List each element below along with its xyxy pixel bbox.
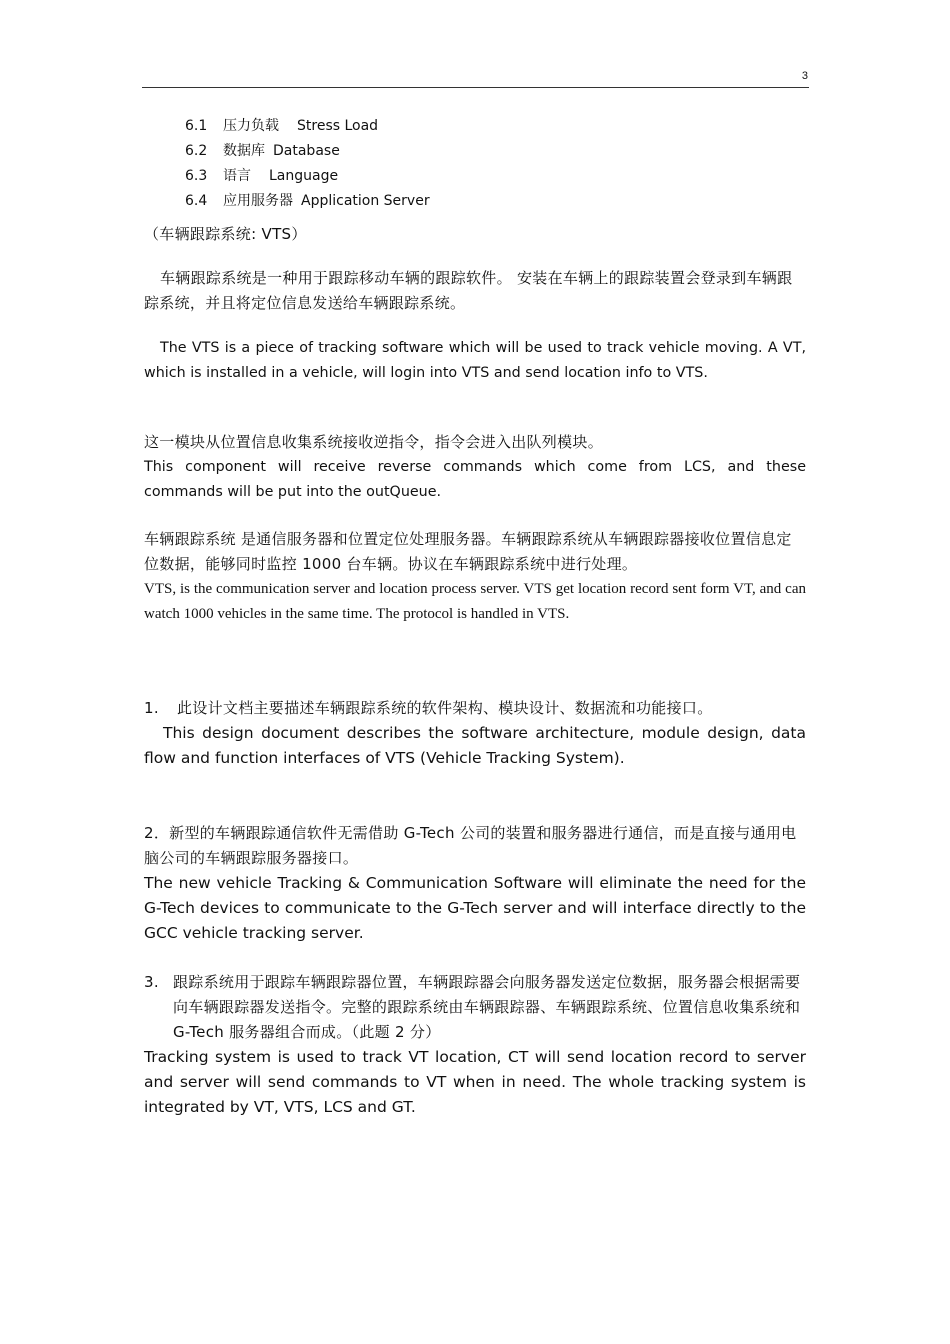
header-rule: [142, 87, 809, 88]
section-number: 6.2: [185, 143, 208, 159]
section-item: [185, 139, 806, 164]
section-number: 6.4: [185, 193, 208, 209]
section-title-zh: 应用服务器: [223, 193, 293, 209]
vts-description-en: The VTS is a piece of tracking software which will be used to track vehicle moving. A VT, which is installed in a vehicle, will login into VTS and send location info to VTS.: [144, 340, 806, 381]
item-3-text-zh: 跟踪系统用于跟踪车辆跟踪器位置，车辆跟踪器会向服务器发送定位数据，服务器会根据需要向车辆跟踪器发送指令。完整的跟踪系统由车辆跟踪器、车辆跟踪系统、位置信息收集系统和 G-Tech 服务器组合而成。（此题 2 分）: [173, 973, 801, 1041]
section-title-zh: 数据库: [223, 143, 265, 159]
item-1-text-zh: 此设计文档主要描述车辆跟踪系统的软件架构、模块设计、数据流和功能接口。: [177, 699, 713, 717]
item-3-number: 3.: [144, 973, 159, 991]
item-1-zh: [144, 696, 806, 721]
section-title-en: Language: [269, 168, 339, 184]
vts-description-zh: 车辆跟踪系统是一种用于跟踪移动车辆的跟踪软件。 安装在车辆上的跟踪装置会登录到车辆跟踪系统，并且将定位信息发送给车辆跟踪系统。: [144, 269, 793, 312]
item-2-zh: 2．新型的车辆跟踪通信软件无需借助 G-Tech 公司的装置和服务器进行通信，而是直接与通用电脑公司的车辆跟踪服务器接口。: [144, 824, 797, 867]
section-number: 6.3: [185, 168, 208, 184]
section-list: [185, 114, 806, 214]
document-body: [144, 114, 806, 1120]
section-title-en: Application Server: [301, 193, 430, 209]
vts-label: （车辆跟踪系统: VTS）: [144, 225, 307, 243]
component-description-zh: 这一模块从位置信息收集系统接收逆指令，指令会进入出队列模块。: [144, 433, 604, 451]
item-3-en: Tracking system is used to track VT location, CT will send location record to server and server will send commands to VT when in need. The whole tracking system is integrated by VT, VTS, LCS and GT.: [144, 1048, 806, 1116]
item-1-en: This design document describes the software architecture, module design, data flow and function interfaces of VTS (Vehicle Tracking System).: [144, 724, 806, 767]
server-description-zh: 车辆跟踪系统 是通信服务器和位置定位处理服务器。车辆跟踪系统从车辆跟踪器接收位置信息定位数据，能够同时监控 1000 台车辆。协议在车辆跟踪系统中进行处理。: [144, 530, 792, 573]
page-number: 3: [801, 70, 808, 82]
server-description-en: VTS, is the communication server and location process server. VTS get location record sent form VT, and can watch 1000 vehicles in the same time. The protocol is handled in VTS.: [144, 581, 806, 622]
section-title-en: Database: [273, 143, 340, 159]
section-title-zh: 压力负载: [223, 118, 279, 134]
item-1-number: 1.: [144, 699, 159, 717]
section-title-en: Stress Load: [297, 118, 379, 134]
section-item: [185, 164, 806, 189]
section-item: [185, 189, 806, 214]
component-description-en: This component will receive reverse commands which come from LCS, and these commands will be put into the outQueue.: [144, 459, 806, 500]
section-title-zh: 语言: [223, 168, 251, 184]
item-3-zh: [144, 970, 806, 1045]
item-2-en: The new vehicle Tracking & Communication Software will eliminate the need for the G-Tech devices to communicate to the G-Tech server and will interface directly to the GCC vehicle tracking server.: [144, 874, 806, 942]
section-number: 6.1: [185, 118, 208, 134]
section-item: [185, 114, 806, 139]
